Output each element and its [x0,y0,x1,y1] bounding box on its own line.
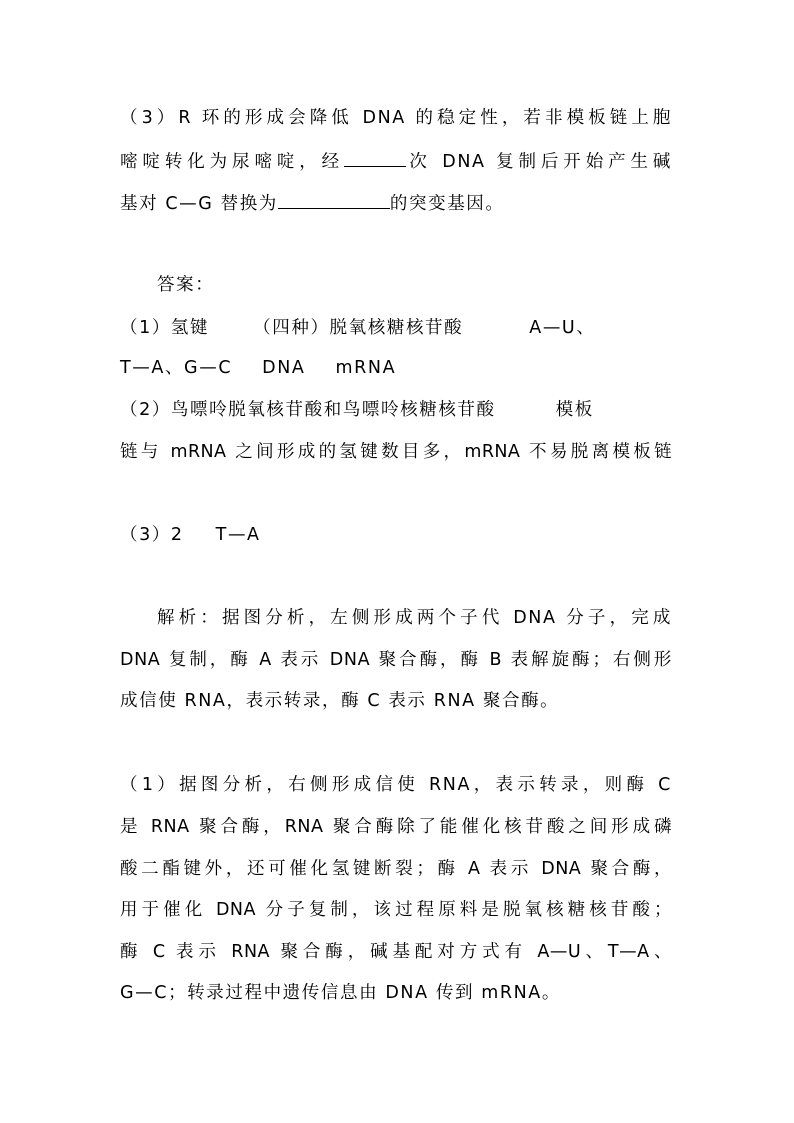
answer-3-line [120,523,672,547]
analysis-p2-line-5: 酶 C 表示 RNA 聚合酶，碱基配对方式有 A—U、T—A、 [120,942,672,962]
answer-1-line-1 [120,316,672,340]
analysis-p1-line-1: 解析：据图分析，左侧形成两个子代 DNA 分子，完成 [157,608,672,628]
answer-3-part: （3）2 [120,525,184,545]
question-3-line-2 [120,148,672,174]
answer-2-line-1 [120,398,672,422]
answer-2-line-2: 链与 mRNA 之间形成的氢键数目多，mRNA 不易脱离模板链 [120,442,672,462]
answer-blank-2[interactable] [278,190,390,209]
question-3-text: 次 DNA 复制后开始产生碱 [406,152,673,172]
analysis-p1-line-3: 成信使 RNA，表示转录，酶 C 表示 RNA 聚合酶。 [120,691,560,711]
answer-2-part: （2）鸟嘌呤脱氧核苷酸和鸟嘌呤核糖核苷酸 [120,400,496,420]
answer-1-part: T—A、G—C [120,358,233,378]
answer-1-line-2 [120,356,672,380]
analysis-p2-line-2: 是 RNA 聚合酶，RNA 聚合酶除了能催化核苷酸之间形成磷 [120,817,672,837]
analysis-p1-line-2: DNA 复制，酶 A 表示 DNA 聚合酶，酶 B 表解旋酶；右侧形 [120,650,672,670]
answer-1-part: A—U、 [529,318,596,338]
answer-1-part: （四种）脱氧核糖核苷酸 [253,318,464,338]
analysis-p2-line-1: （1）据图分析，右侧形成信使 RNA，表示转录，则酶 C [120,775,672,795]
question-3-text: 基对 C—G 替换为 [120,194,278,214]
answer-heading: 答案： [157,275,215,295]
analysis-p2-line-6: G—C；转录过程中遗传信息由 DNA 传到 mRNA。 [120,983,561,1003]
question-3-line-1: （3）R 环的形成会降低 DNA 的稳定性，若非模板链上胞 [120,108,672,128]
question-3-text: 的突变基因。 [389,194,505,214]
question-3-line-3 [120,190,672,216]
answer-3-part: T—A [215,525,261,545]
answer-1-part: mRNA [335,358,397,378]
answer-1-part: （1）氢键 [120,318,210,338]
answer-1-part: DNA [262,358,306,378]
analysis-p2-line-4: 用于催化 DNA 分子复制，该过程原料是脱氧核糖核苷酸； [120,900,672,920]
answer-2-part: 模板 [555,400,594,420]
answer-blank-1[interactable] [344,148,406,167]
analysis-p2-line-3: 酸二酯键外，还可催化氢键断裂；酶 A 表示 DNA 聚合酶， [120,859,672,879]
question-3-text: 嘧啶转化为尿嘧啶，经 [120,152,345,172]
